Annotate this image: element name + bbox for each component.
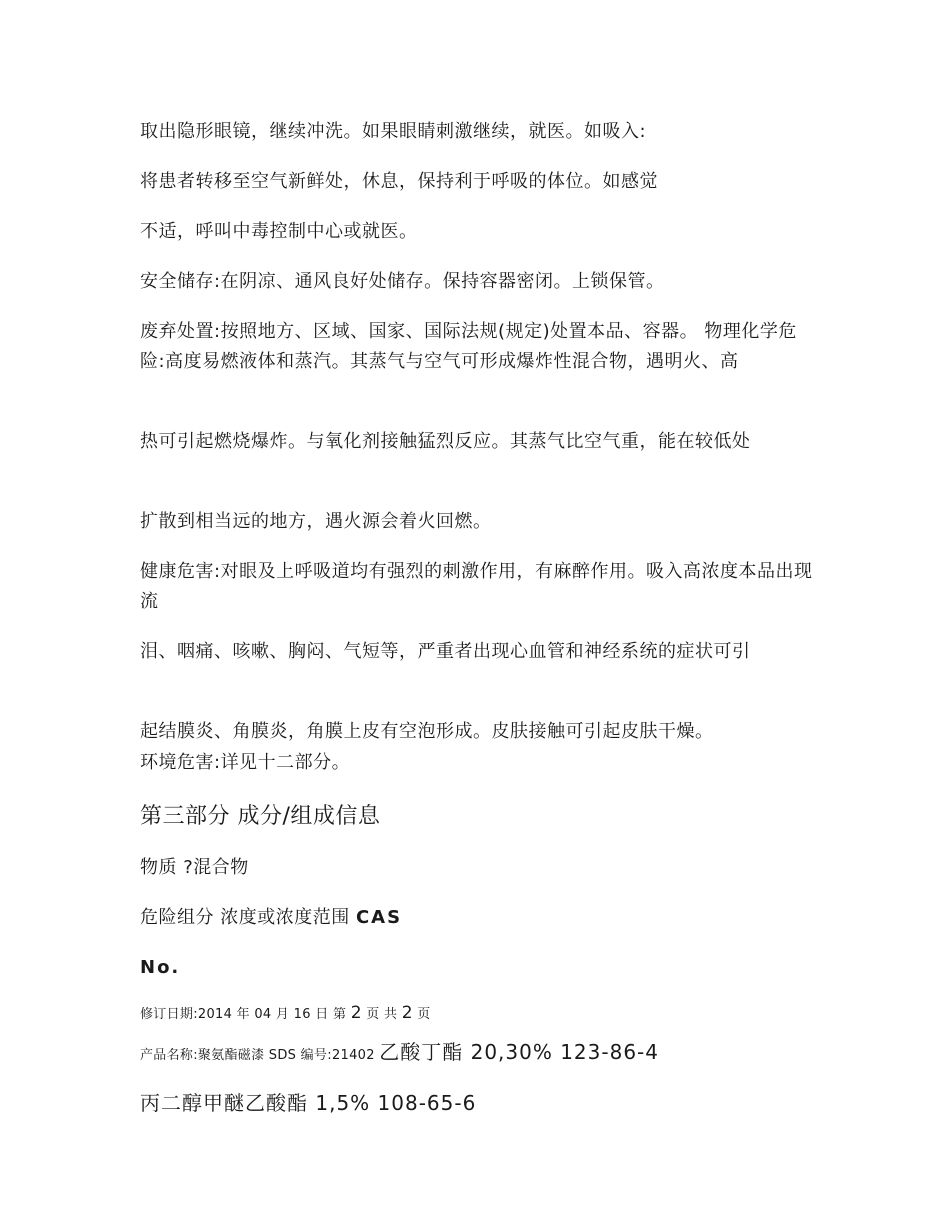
revision-date-text: 修订日期:2014 年 04 月 16 日 第 <box>140 1007 351 1022</box>
environment-hazard-line: 环境危害:详见十二部分。 <box>140 752 351 773</box>
page-suffix: 页 <box>412 1007 431 1022</box>
text-line-2: 将患者转移至空气新鲜处，休息，保持利于呼吸的体位。如感觉 <box>140 171 658 192</box>
safe-storage-line: 安全储存:在阴凉、通风良好处储存。保持容器密闭。上锁保管。 <box>140 271 665 292</box>
page-current: 2 <box>350 1003 362 1023</box>
text-line-10: 起结膜炎、角膜炎，角膜上皮有空泡形成。皮肤接触可引起皮肤干燥。 <box>140 721 714 742</box>
product-info-line <box>140 1037 820 1071</box>
text-line-6: 热可引起燃烧爆炸。与氧化剂接触猛烈反应。其蒸气比空气重，能在较低处 <box>140 431 751 452</box>
cas-no-label: No. <box>140 957 181 978</box>
health-hazard-paragraph: 健康危害:对眼及上呼吸道均有强烈的刺激作用，有麻醉作用。吸入高浓度本品出现流 <box>140 561 813 612</box>
text-line-9: 泪、咽痛、咳嗽、胸闷、气短等，严重者出现心血管和神经系统的症状可引 <box>140 641 751 662</box>
page-separator: 页 共 <box>361 1007 402 1022</box>
text-line-1: 取出隐形眼镜，继续冲洗。如果眼睛刺激继续，就医。如吸入: <box>140 121 647 142</box>
component-row-1: 乙酸丁酯 20,30% 123-86-4 <box>379 1040 659 1064</box>
disposal-physchem-paragraph: 废弃处置:按照地方、区域、国家、国际法规(规定)处置本品、容器。 物理化学危险:高度易燃液体和蒸汽。其蒸气与空气可形成爆炸性混合物，遇明火、高 <box>140 321 797 372</box>
columns-header-line <box>140 903 820 933</box>
section-heading: 第三部分 成分/组成信息 <box>140 804 381 829</box>
component-row-2: 丙二醇甲醚乙酸酯 1,5% 108-65-6 <box>140 1091 477 1115</box>
page-total: 2 <box>401 1003 413 1023</box>
cas-label: CAS <box>355 907 403 928</box>
product-label: 产品名称:聚氨酯磁漆 SDS 编号:21402 <box>140 1048 380 1063</box>
substance-line: 物质 ?混合物 <box>140 857 249 878</box>
text-line-7: 扩散到相当远的地方，遇火源会着火回燃。 <box>140 511 492 532</box>
text-line-3: 不适，呼叫中毒控制中心或就医。 <box>140 221 418 242</box>
revision-date-line <box>140 998 820 1030</box>
columns-header-text: 危险组分 浓度或浓度范围 <box>140 907 356 928</box>
